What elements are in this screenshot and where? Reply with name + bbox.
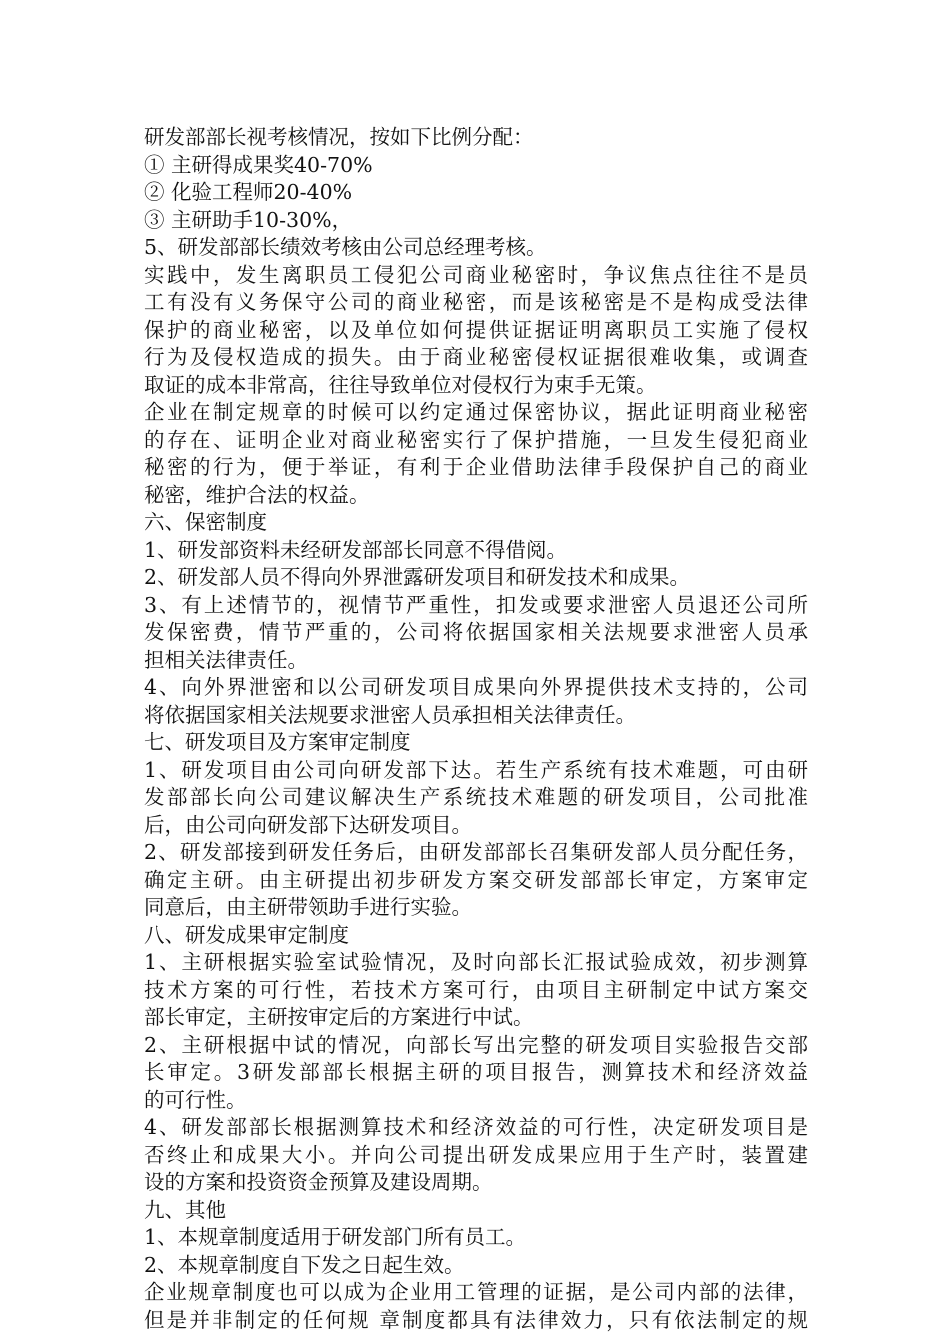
text-line: 秘密，维护合法的权益。 xyxy=(144,482,370,507)
text-line: ① 主研得成果奖40-70% xyxy=(144,152,373,177)
text-line: 1、研发项目由公司向研发部下达。若生产系统有技术难题，可由研 xyxy=(144,757,808,782)
text-line: 4、研发部部长根据测算技术和经济效益的可行性，决定研发项目是 xyxy=(144,1115,808,1139)
text-line: 同意后，由主研带领助手进行实验。 xyxy=(144,895,472,919)
text-line: 后，由公司向研发部下达研发项目。 xyxy=(144,812,472,837)
text-line: 长审定。3研发部部长根据主研的项目报告，测算技术和经济效益 xyxy=(144,1060,808,1084)
text-line: 确定主研。由主研提出初步研发方案交研发部部长审定，方案审定 xyxy=(144,867,808,892)
text-line: 1、主研根据实验室试验情况，及时向部长汇报试验成效，初步测算 xyxy=(144,950,808,974)
text-line: ② 化验工程师20-40% xyxy=(144,180,353,204)
text-line: 2、研发部接到研发任务后，由研发部部长召集研发部人员分配任务， xyxy=(144,840,808,864)
text-line: 2、主研根据中试的情况，向部长写出完整的研发项目实验报告交部 xyxy=(144,1032,808,1057)
text-line: ③ 主研助手10-30%， xyxy=(144,207,353,232)
text-line: 研发部部长视考核情况，按如下比例分配： xyxy=(144,125,534,149)
text-line: 否终止和成果大小。并向公司提出研发成果应用于生产时，装置建 xyxy=(144,1142,808,1167)
text-line: 七、研发项目及方案审定制度 xyxy=(144,730,411,754)
text-line: 4、向外界泄密和以公司研发项目成果向外界提供技术支持的，公司 xyxy=(144,675,808,699)
text-line: 行为及侵权造成的损失。由于商业秘密侵权证据很难收集，或调查 xyxy=(144,345,808,369)
text-line: 八、研发成果审定制度 xyxy=(144,922,349,947)
text-line: 技术方案的可行性，若技术方案可行，由项目主研制定中试方案交 xyxy=(144,977,808,1002)
text-line: 发部部长向公司建议解决生产系统技术难题的研发项目，公司批准 xyxy=(144,785,808,809)
text-line: 工有没有义务保守公司的商业秘密，而是该秘密是不是构成受法律 xyxy=(144,290,808,314)
text-line: 发保密费，情节严重的，公司将依据国家相关法规要求泄密人员承 xyxy=(144,620,808,644)
text-line: 2、本规章制度自下发之日起生效。 xyxy=(144,1252,465,1277)
text-line: 2、研发部人员不得向外界泄露研发项目和研发技术和成果。 xyxy=(144,565,691,589)
text-line: 1、研发部资料未经研发部部长同意不得借阅。 xyxy=(144,537,568,562)
text-line: 5、研发部部长绩效考核由公司总经理考核。 xyxy=(144,235,547,259)
text-line: 3、有上述情节的，视情节严重性，扣发或要求泄密人员退还公司所 xyxy=(144,592,808,617)
text-line: 的可行性。 xyxy=(144,1087,247,1112)
text-line: 九、其他 xyxy=(144,1197,226,1222)
document-body xyxy=(144,124,808,1334)
text-line: 六、保密制度 xyxy=(144,510,267,534)
text-line: 企业规章制度也可以成为企业用工管理的证据，是公司内部的法律， xyxy=(144,1280,808,1304)
text-line: 设的方案和投资资金预算及建设周期。 xyxy=(144,1170,493,1194)
text-line: 1、本规章制度适用于研发部门所有员工。 xyxy=(144,1225,527,1249)
text-line: 实践中，发生离职员工侵犯公司商业秘密时，争议焦点往往不是员 xyxy=(144,262,808,287)
text-line: 保护的商业秘密，以及单位如何提供证据证明离职员工实施了侵权 xyxy=(144,317,808,342)
text-line: 取证的成本非常高，往往导致单位对侵权行为束手无策。 xyxy=(144,372,657,397)
text-line: 担相关法律责任。 xyxy=(144,647,308,672)
text-line: 将依据国家相关法规要求泄密人员承担相关法律责任。 xyxy=(144,702,636,727)
text-line: 部长审定，主研按审定后的方案进行中试。 xyxy=(144,1005,534,1029)
text-line: 企业在制定规章的时候可以约定通过保密协议，据此证明商业秘密 xyxy=(144,400,808,424)
text-line: 的存在、证明企业对商业秘密实行了保护措施，一旦发生侵犯商业 xyxy=(144,427,808,452)
text-line: 但是并非制定的任何规 章制度都具有法律效力，只有依法制定的规 xyxy=(144,1307,808,1332)
text-line: 秘密的行为，便于举证，有利于企业借助法律手段保护自己的商业 xyxy=(144,455,808,479)
